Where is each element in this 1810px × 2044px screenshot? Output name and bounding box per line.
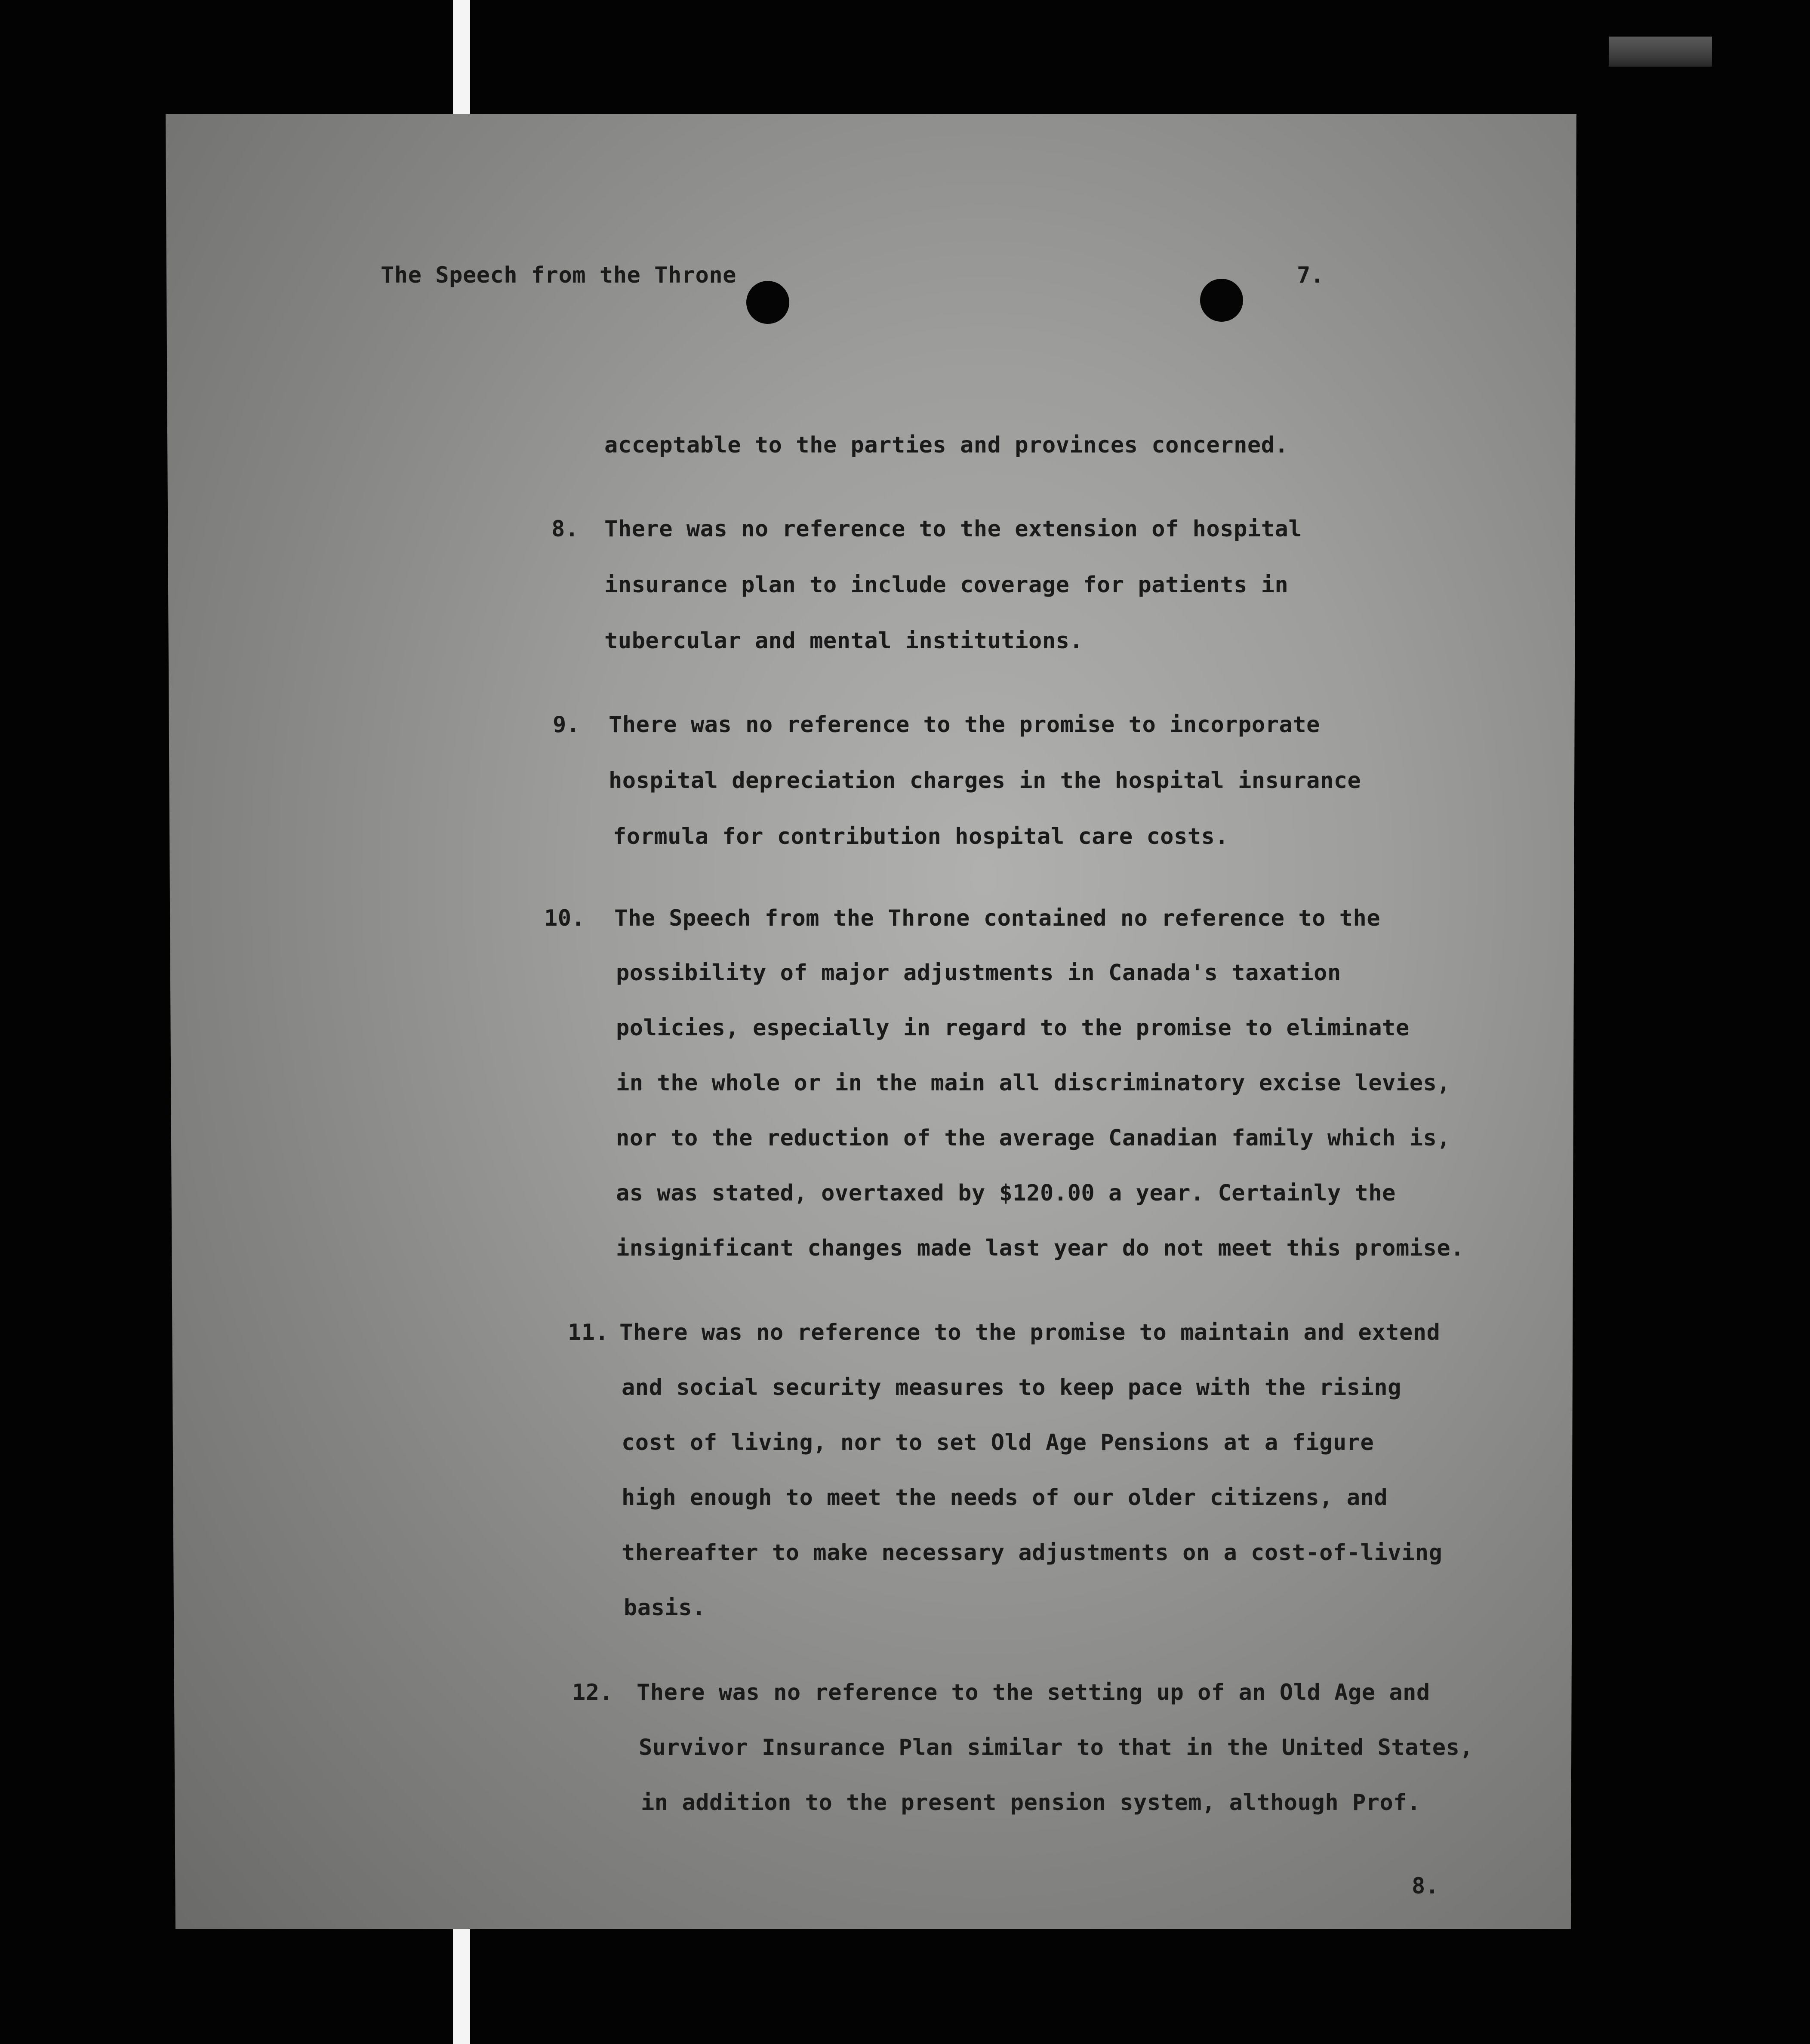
film-edge-marker-top (453, 0, 470, 118)
film-corner-mark (1609, 37, 1712, 67)
item-line: nor to the reduction of the average Canadian family which is, (616, 1125, 1451, 1151)
item-number: 12. (572, 1680, 613, 1705)
item-line: high enough to meet the needs of our older citizens, and (622, 1485, 1388, 1511)
item-line: There was no reference to the promise to incorporate (609, 712, 1320, 738)
item-number: 8. (551, 516, 579, 542)
item-line: hospital depreciation charges in the hospital insurance (609, 768, 1361, 794)
item-line: and social security measures to keep pace with the rising (622, 1375, 1401, 1401)
item-line: insurance plan to include coverage for patients in (604, 572, 1289, 598)
item-line: insignificant changes made last year do not meet this promise. (616, 1235, 1465, 1261)
item-line: in the whole or in the main all discriminatory excise levies, (616, 1070, 1451, 1096)
page-number: 7. (1297, 262, 1324, 288)
item-line: The Speech from the Throne contained no reference to the (614, 905, 1381, 931)
item-line: cost of living, nor to set Old Age Pensions at a figure (622, 1430, 1374, 1456)
item-line: basis. (624, 1595, 706, 1621)
item-line: formula for contribution hospital care costs. (613, 824, 1229, 850)
item-number: 11. (568, 1320, 609, 1345)
item-line: tubercular and mental institutions. (604, 628, 1084, 654)
item-number: 9. (553, 712, 580, 738)
item-line: possibility of major adjustments in Canada's taxation (616, 960, 1341, 986)
item-line: policies, especially in regard to the promise to eliminate (616, 1015, 1410, 1041)
item-line: Survivor Insurance Plan similar to that in the United States, (639, 1735, 1474, 1761)
continuation-line: acceptable to the parties and provinces concerned. (604, 432, 1289, 458)
page-header-title: The Speech from the Throne (381, 262, 736, 288)
film-edge-marker-bottom (453, 1927, 470, 2044)
item-line: thereafter to make necessary adjustments on a cost-of-living (622, 1540, 1443, 1566)
item-number: 10. (544, 905, 585, 931)
punch-hole-left (746, 281, 789, 324)
punch-hole-right (1200, 279, 1243, 322)
item-line: as was stated, overtaxed by $120.00 a year. Certainly the (616, 1180, 1396, 1206)
item-line: in addition to the present pension system, although Prof. (641, 1790, 1421, 1816)
item-line: There was no reference to the setting up of an Old Age and (637, 1680, 1430, 1705)
item-line: There was no reference to the promise to maintain and extend (619, 1320, 1441, 1345)
item-line: There was no reference to the extension of hospital (604, 516, 1302, 542)
next-page-mark: 8. (1412, 1873, 1439, 1899)
